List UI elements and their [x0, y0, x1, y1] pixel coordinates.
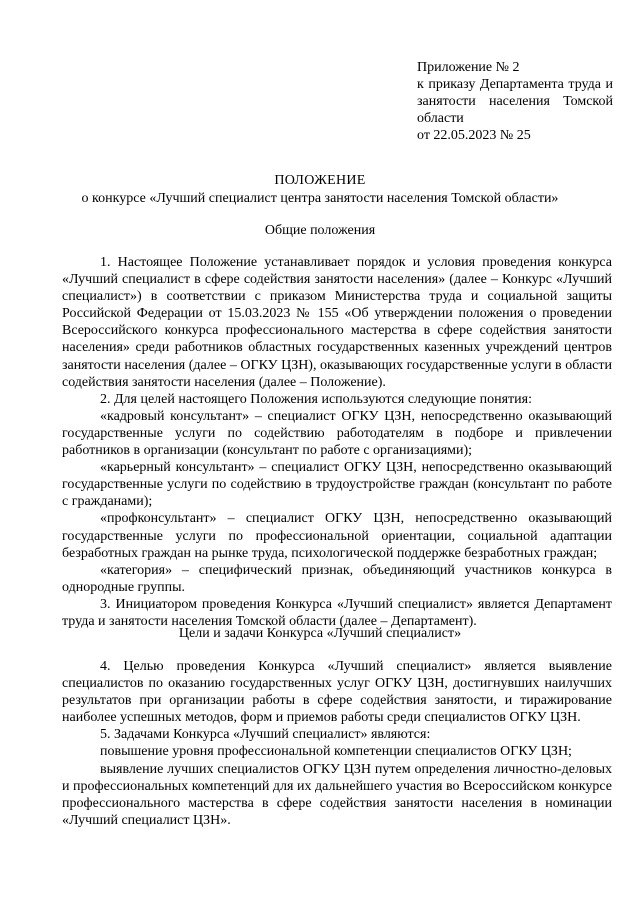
- paragraph: 1. Настоящее Положение устанавливает порядок и условия проведения конкурса «Лучший специалист в сфере содействия занятости населения» (далее – Конкурс «Лучший специалист») в соответствии с приказом Министерства труда и социальной защиты Российской Федерации от 15.03.2023 № 155 «Об утверждении положения о проведении Всероссийского конкурса профессионального мастерства в сфере содействия занятости населения» среди работников областных государственных казенных учреждений центров занятости населения (далее – ОГКУ ЦЗН), оказывающих государственные услуги в области содействия занятости населения (далее – Положение).: [62, 255, 612, 390]
- paragraph: 4. Целью проведения Конкурса «Лучший специалист» является выявление специалистов по оказанию государственных услуг ОГКУ ЦЗН, достигнувших наилучших результатов при организации работы в сфере содействия занятости, и тиражирование наиболее успешных методов, форм и приемов работы среди специалистов ОГКУ ЦЗН.: [62, 659, 612, 726]
- paragraph: повышение уровня профессиональной компетенции специалистов ОГКУ ЦЗН;: [100, 744, 572, 760]
- approval-stamp-block: [417, 59, 613, 144]
- paragraph: 5. Задачами Конкурса «Лучший специалист» являются:: [100, 727, 431, 743]
- approval-line: области: [417, 111, 464, 126]
- paragraph: «карьерный консультант» – специалист ОГКУ ЦЗН, непосредственно оказывающий государственные услуги по содействию в трудоустройстве граждан (консультант по работе с гражданами);: [62, 460, 612, 510]
- paragraph: выявление лучших специалистов ОГКУ ЦЗН путем определения личностно-деловых и профессиональных компетенций для их дальнейшего участия во Всероссийском конкурсе профессионального мастерства в сфере содействия занятости населения в номинации «Лучший специалист ЦЗН».: [62, 761, 612, 828]
- paragraph: 3. Инициатором проведения Конкурса «Лучший специалист» является Департамент труда и занятости населения Томской области (далее – Департамент).: [62, 596, 612, 629]
- approval-line: от 22.05.2023 № 25: [417, 128, 531, 143]
- paragraph: «профконсультант» – специалист ОГКУ ЦЗН, непосредственно оказывающий государственные услуги по профессиональной ориентации, социальной адаптации безработных граждан на рынке труда, психологической поддержке безработных граждан;: [62, 511, 612, 561]
- document-subtitle: о конкурсе «Лучший специалист центра занятости населения Томской области»: [81, 191, 559, 206]
- paragraph: «категория» – специфический признак, объединяющий участников конкурса в однородные группы.: [62, 562, 612, 595]
- section-heading-general: Общие положения: [264, 223, 376, 238]
- document-title: ПОЛОЖЕНИЕ: [274, 173, 366, 188]
- approval-line: Приложение № 2: [417, 60, 520, 75]
- section-goals-body: [62, 658, 612, 829]
- paragraph: 2. Для целей настоящего Положения используются следующие понятия:: [100, 391, 532, 407]
- section-general-body: [62, 254, 612, 630]
- paragraph: «кадровый консультант» – специалист ОГКУ ЦЗН, непосредственно оказывающий государственные услуги по содействию работодателям в подборе и привлечении работников в организации (консультант по работе с организациями);: [62, 408, 612, 459]
- approval-line: к приказу Департамента труда и: [417, 77, 613, 92]
- approval-line: занятости населения Томской: [417, 94, 613, 109]
- section-heading-goals: Цели и задачи Конкурса «Лучший специалист»: [178, 626, 462, 641]
